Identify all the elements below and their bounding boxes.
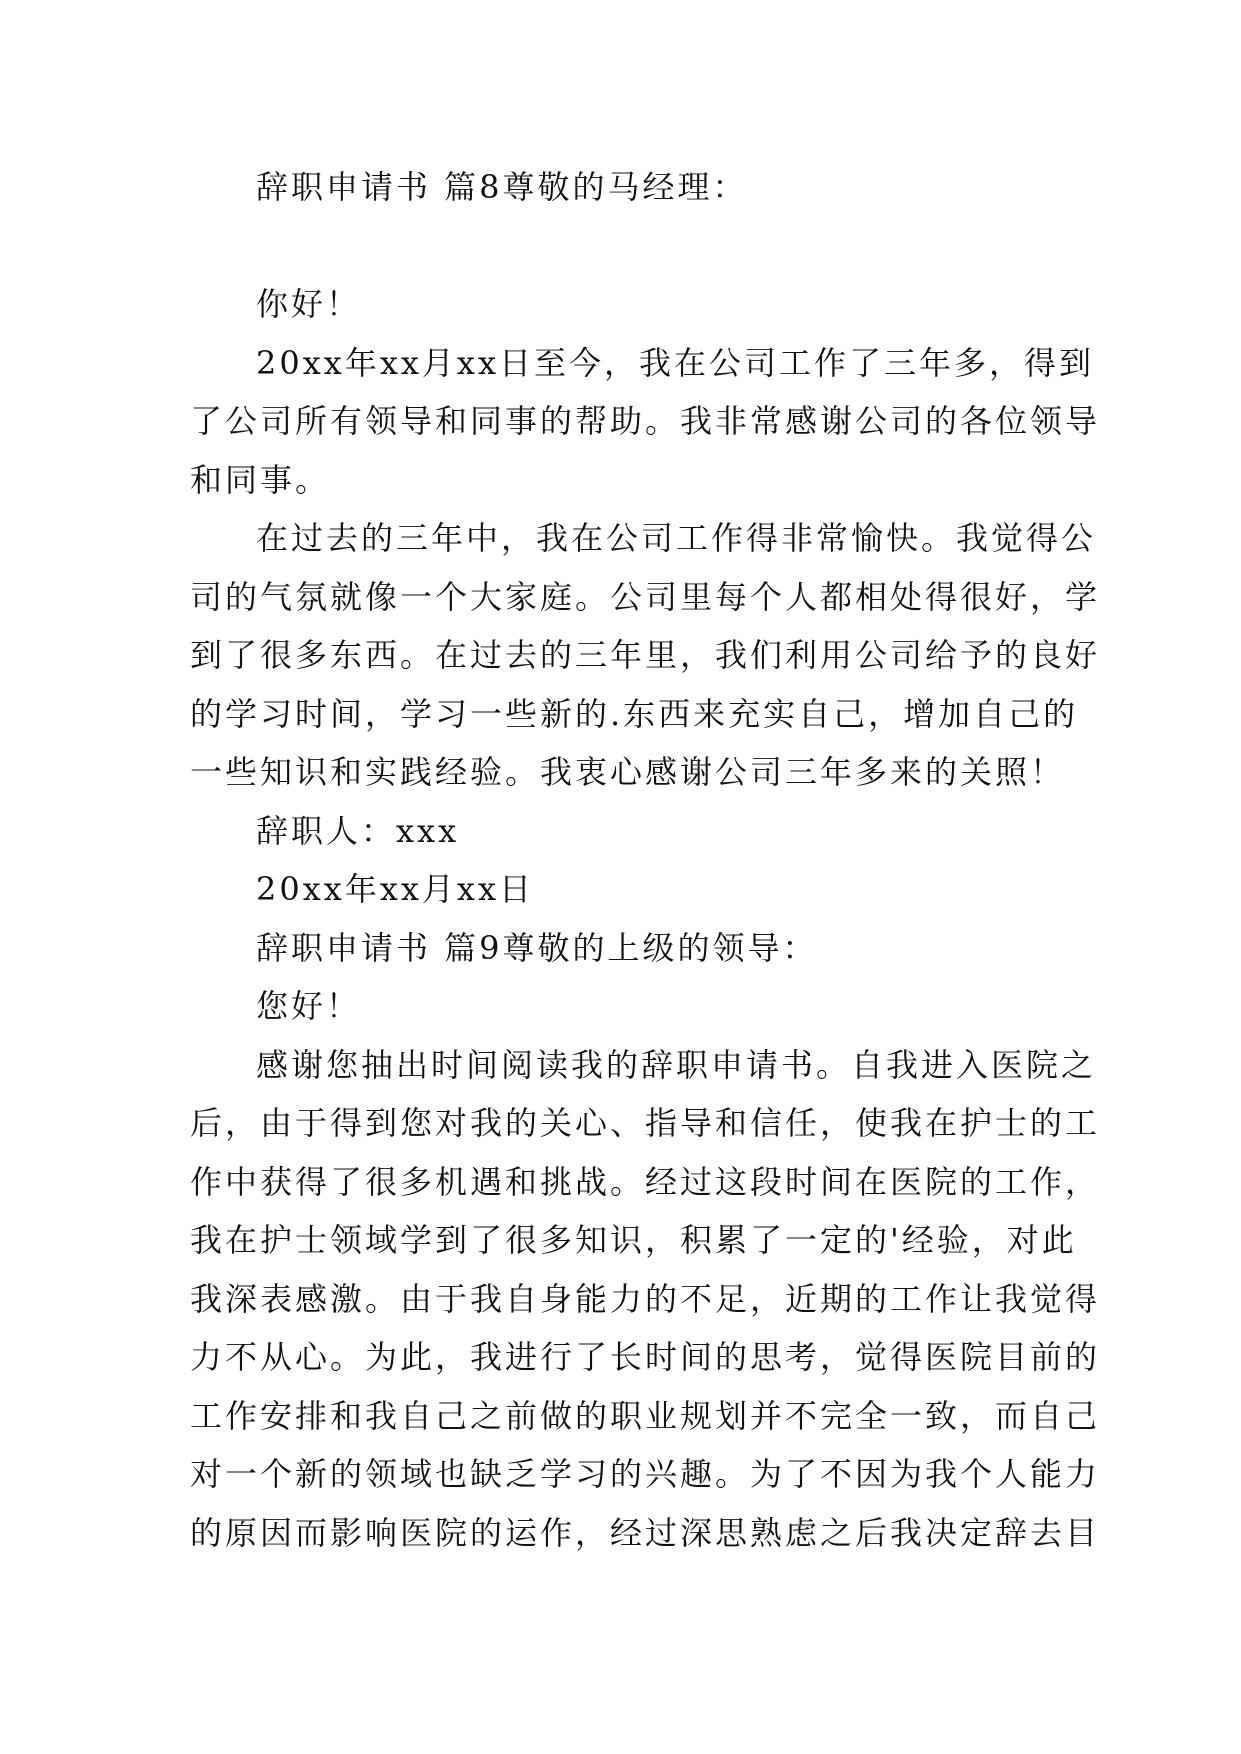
text-line: 司的气氛就像一个大家庭。公司里每个人都相处得很好，学 bbox=[190, 577, 1101, 616]
text-line: 了公司所有领导和同事的帮助。我非常感谢公司的各位领导 bbox=[190, 402, 1101, 440]
text-line: 到了很多东西。在过去的三年里，我们利用公司给予的良好 bbox=[190, 636, 1101, 674]
blank-line bbox=[190, 217, 1070, 276]
text-line: 的学习时间，学习一些新的.东西来充实自己，增加自己的 bbox=[190, 694, 1079, 733]
letter-body bbox=[190, 158, 1101, 1562]
text-line: 作中获得了很多机遇和挑战。经过这段时间在医院的工作， bbox=[190, 1162, 1101, 1201]
text-line: 力不从心。为此，我进行了长时间的思考，觉得医院目前的 bbox=[190, 1338, 1101, 1376]
text-line: 我在护士领域学到了很多知识，积累了一定的'经验，对此 bbox=[190, 1221, 1077, 1259]
text-line: 对一个新的领域也缺乏学习的兴趣。为了不因为我个人能力 bbox=[190, 1455, 1101, 1493]
text-line: 的原因而影响医院的运作，经过深思熟虑之后我决定辞去目 bbox=[190, 1513, 1101, 1552]
text-line: 20xx年xx月xx日 bbox=[256, 870, 535, 908]
text-line: 后，由于得到您对我的关心、指导和信任，使我在护士的工 bbox=[190, 1104, 1101, 1142]
text-line: 20xx年xx月xx日至今，我在公司工作了三年多，得到 bbox=[256, 343, 1095, 382]
text-line: 你好！ bbox=[256, 285, 362, 323]
text-line: 您好！ bbox=[256, 987, 362, 1025]
text-line: 工作安排和我自己之前做的职业规划并不完全一致，而自己 bbox=[190, 1396, 1101, 1435]
text-line: 一些知识和实践经验。我衷心感谢公司三年多来的关照！ bbox=[190, 753, 1066, 791]
text-line: 和同事。 bbox=[190, 460, 331, 499]
text-line: 感谢您抽出时间阅读我的辞职申请书。自我进入医院之 bbox=[256, 1045, 1097, 1084]
text-line: 我深表感激。由于我自身能力的不足，近期的工作让我觉得 bbox=[190, 1279, 1101, 1318]
text-line: 辞职人：xxx bbox=[256, 811, 460, 850]
text-line: 在过去的三年中，我在公司工作得非常愉快。我觉得公 bbox=[256, 519, 1097, 557]
text-line: 辞职申请书 篇9尊敬的上级的领导： bbox=[256, 928, 818, 967]
text-line: 辞职申请书 篇8尊敬的马经理： bbox=[256, 168, 748, 206]
